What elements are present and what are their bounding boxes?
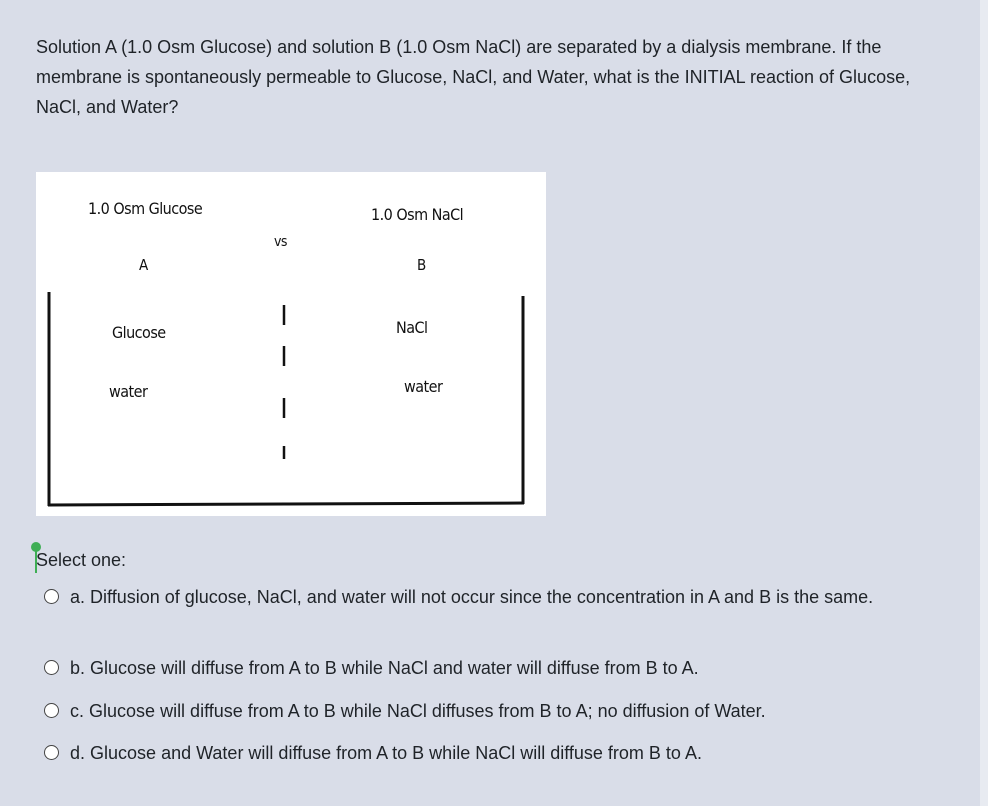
vs-label: vs	[274, 234, 287, 250]
solution-b-label: B	[417, 256, 426, 274]
diffusion-diagram	[36, 172, 546, 516]
water-b-label: water	[404, 377, 443, 396]
option-b-radio[interactable]	[44, 660, 59, 675]
container-bottom	[48, 503, 524, 505]
option-a-radio[interactable]	[44, 589, 59, 604]
water-a-label: water	[109, 382, 148, 401]
panel-edge	[980, 0, 988, 806]
solution-a-label: A	[139, 256, 148, 274]
option-d-letter: d.	[70, 743, 86, 763]
solute-a-label: Glucose	[112, 323, 166, 342]
solute-b-label: NaCl	[396, 318, 428, 337]
option-a-letter: a.	[70, 587, 86, 607]
select-one-prompt: Select one:	[36, 550, 127, 570]
diagram-lines	[36, 172, 546, 516]
option-a[interactable]	[44, 582, 944, 612]
option-c[interactable]	[44, 696, 944, 726]
option-c-text: Glucose will diffuse from A to B while NaCl diffuses from B to A; no diffusion of Water.	[89, 701, 766, 721]
solution-a-title: 1.0 Osm Glucose	[88, 199, 203, 218]
option-b[interactable]	[44, 653, 944, 683]
option-d-radio[interactable]	[44, 745, 59, 760]
option-a-text: Diffusion of glucose, NaCl, and water will not occur since the concentration in A and B is the same.	[90, 587, 874, 607]
option-c-letter: c.	[70, 701, 85, 721]
option-b-letter: b.	[70, 658, 86, 678]
option-c-radio[interactable]	[44, 703, 59, 718]
option-d[interactable]	[44, 738, 944, 768]
option-d-text: Glucose and Water will diffuse from A to B while NaCl will diffuse from B to A.	[90, 743, 702, 763]
question-text: Solution A (1.0 Osm Glucose) and solution B (1.0 Osm NaCl) are separated by a dialysis membrane. If the membrane is spontaneously permeable to Glucose, NaCl, and Water, what is the INITIAL reaction of Glucose, NaCl, and Water?	[36, 37, 911, 117]
option-b-text: Glucose will diffuse from A to B while NaCl and water will diffuse from B to A.	[90, 658, 699, 678]
solution-b-title: 1.0 Osm NaCl	[371, 205, 464, 224]
